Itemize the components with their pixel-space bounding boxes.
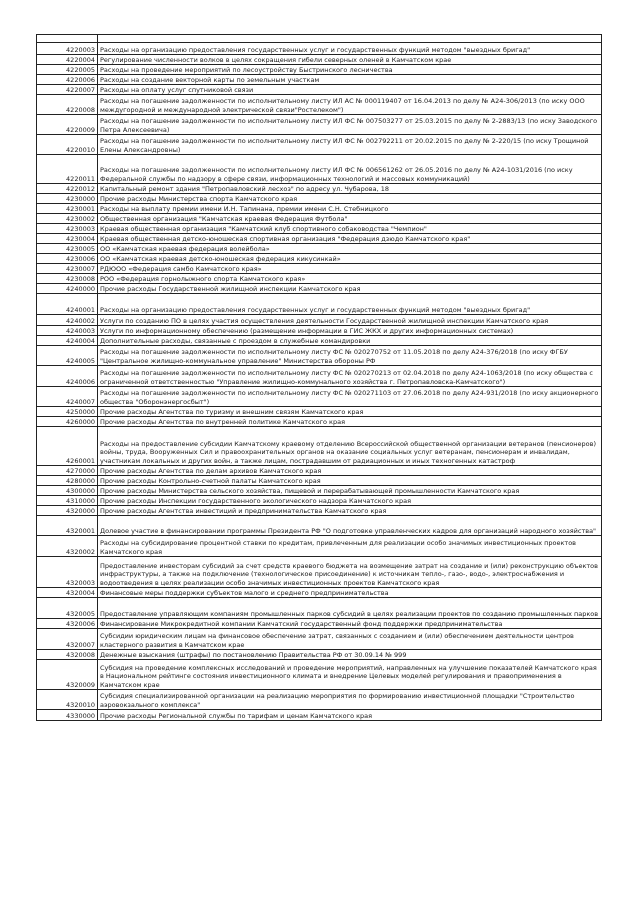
table-row	[37, 194, 602, 204]
table-row	[37, 346, 602, 366]
row-description: Расходы на оплату услуг спутниковой связи	[98, 85, 602, 95]
table-row	[37, 85, 602, 95]
row-code: 4320004	[37, 588, 98, 598]
row-description: Прочие расходы Контрольно-счетной палаты Камчатского края	[98, 476, 602, 486]
row-code: 4320000	[37, 506, 98, 516]
row-code: 4300000	[37, 486, 98, 496]
row-code: 4260001	[37, 427, 98, 466]
row-description: ОО «Камчатская краевая детско-юношеская федерация кикусинкай»	[98, 254, 602, 264]
row-description: ОО «Камчатская краевая федерация волейбола»	[98, 244, 602, 254]
table-row	[37, 466, 602, 476]
table-row	[37, 486, 602, 496]
row-description: Расходы на погашение задолженности по исполнительному листу ФС № 020270752 от 11.05.2018 по делу А24-376/2018 (по иску ФГБУ "Центральное жилищно-коммунальное управление" Министерства обороны РФ	[98, 346, 602, 366]
table-row	[37, 536, 602, 557]
table-row	[37, 65, 602, 75]
row-code: 4240004	[37, 336, 98, 346]
row-description: Финансирование Микрокредитной компании Камчатский государственный фонд поддержки предпринимательства	[98, 619, 602, 629]
row-description: Расходы на погашение задолженности по исполнительному листу ИЛ АС № 000119407 от 16.04.2013 по делу № А24-306/2013 (по иску ООО междугородной и международной электрической связи"Ростелеком")	[98, 95, 602, 115]
row-code: 4330000	[37, 710, 98, 721]
row-code: 4230001	[37, 204, 98, 214]
row-description: Прочие расходы Агентства по делам архивов Камчатского края	[98, 466, 602, 476]
row-code: 4320001	[37, 516, 98, 536]
table-row	[37, 244, 602, 254]
table-row	[37, 254, 602, 264]
table-row	[37, 35, 602, 43]
row-description	[98, 35, 602, 43]
table-row	[37, 264, 602, 274]
table-row	[37, 629, 602, 650]
row-description: Расходы на погашение задолженности по исполнительному листу ФС № 020271103 от 27.06.2018 по делу А24-931/2018 (по иску акционерного общества "Оборонэнергосбыт")	[98, 387, 602, 407]
row-code: 4270000	[37, 466, 98, 476]
table-row	[37, 417, 602, 427]
row-code: 4220009	[37, 115, 98, 135]
row-code: 4280000	[37, 476, 98, 486]
row-code: 4240000	[37, 284, 98, 294]
row-code: 4320009	[37, 660, 98, 690]
row-code: 4320002	[37, 536, 98, 557]
row-code: 4320010	[37, 690, 98, 710]
row-description: Прочие расходы Агентства по внутренней политике Камчатского края	[98, 417, 602, 427]
row-description: Капитальный ремонт здания "Петропавловский лесхоз" по адресу ул. Чубарова, 18	[98, 184, 602, 194]
table-row	[37, 366, 602, 387]
row-description: Расходы на предоставление субсидии Камчатскому краевому отделению Всероссийской общественной организации ветеранов (пенсионеров) войны, труда, Вооруженных Сил и правоохранительных органов на оказание социальных услуг ветеранам, пенсионерам и инвалидам, участникам локальных и других войн, а также лицам, пострадавшим от радиационных и иных техногенных катастроф	[98, 427, 602, 466]
table-body	[37, 35, 602, 721]
row-description: Расходы на выплату премии имени И.Н. Тапинана, премии имени С.Н. Стебницкого	[98, 204, 602, 214]
table-row	[37, 690, 602, 710]
table-row	[37, 476, 602, 486]
table-row	[37, 650, 602, 660]
table-row	[37, 135, 602, 155]
table-row	[37, 224, 602, 234]
row-description: Прочие расходы Государственной жилищной инспекции Камчатского края	[98, 284, 602, 294]
row-code: 4320005	[37, 598, 98, 619]
row-code: 4230003	[37, 224, 98, 234]
row-description: Прочие расходы Агентства инвестиций и предпринимательства Камчатского края	[98, 506, 602, 516]
row-description: Регулирование численности волков в целях сокращения гибели северных оленей в Камчатском крае	[98, 55, 602, 65]
row-description: Расходы на создание векторной карты по земельным участкам	[98, 75, 602, 85]
row-code: 4320003	[37, 557, 98, 588]
table-row	[37, 427, 602, 466]
row-description: Прочие расходы Региональной службы по тарифам и ценам Камчатского края	[98, 710, 602, 721]
row-description: Предоставление инвесторам субсидий за счет средств краевого бюджета на возмещение затрат на создание и (или) реконструкцию объектов инфраструктуры, а также на подключение (технологическое присоединение) к источникам тепло-, газо-, водо-, электроснабжения и водоотведения в целях реализации особо значимых инвестиционных проектов Камчатского края	[98, 557, 602, 588]
row-code: 4230002	[37, 214, 98, 224]
row-code: 4250000	[37, 407, 98, 417]
row-description: Долевое участие в финансировании программы Президента РФ "О подготовке управленческих кадров для организаций народного хозяйства"	[98, 516, 602, 536]
row-description: РОО «Федерация горнолыжного спорта Камчатского края»	[98, 274, 602, 284]
row-description: Расходы на погашение задолженности по исполнительному листу ИЛ ФС № 002792211 от 20.02.2015 по делу № 2-220/15 (по иску Трощиной Елены Александровны)	[98, 135, 602, 155]
row-description: Субсидия специализированной организации на реализацию мероприятия по формированию инвестиционной площадки "Строительство аэровокзального комплекса"	[98, 690, 602, 710]
row-code: 4230000	[37, 194, 98, 204]
row-code: 4230007	[37, 264, 98, 274]
table-row	[37, 95, 602, 115]
table-row	[37, 557, 602, 588]
table-row	[37, 407, 602, 417]
table-row	[37, 326, 602, 336]
row-code: 4230006	[37, 254, 98, 264]
row-code: 4310000	[37, 496, 98, 506]
row-description: Расходы на субсидирование процентной ставки по кредитам, привлеченным для реализации особо значимых инвестиционных проектов Камчатского края	[98, 536, 602, 557]
row-code: 4220003	[37, 43, 98, 55]
row-description: Прочие расходы Министерства спорта Камчатского края	[98, 194, 602, 204]
row-description: Прочие расходы Агентства по туризму и внешним связям Камчатского края	[98, 407, 602, 417]
row-description: Краевая общественная организация "Камчатский клуб спортивного собаководства "Чемпион"	[98, 224, 602, 234]
row-code: 4320008	[37, 650, 98, 660]
row-code: 4240007	[37, 387, 98, 407]
row-code: 4240006	[37, 366, 98, 387]
table-row	[37, 387, 602, 407]
row-code: 4220004	[37, 55, 98, 65]
row-code: 4240001	[37, 294, 98, 315]
table-row	[37, 204, 602, 214]
table-row	[37, 115, 602, 135]
row-description: Краевая общественная детско-юношеская спортивная организация "Федерация дзюдо Камчатского края"	[98, 234, 602, 244]
table-row	[37, 155, 602, 184]
row-description: Денежные взыскания (штрафы) по постановлению Правительства РФ от 30.09.14 № 999	[98, 650, 602, 660]
row-description: Субсидии юридическим лицам на финансовое обеспечение затрат, связанных с созданием и (или) обеспечением деятельности центров кластерного развития в Камчатском крае	[98, 629, 602, 650]
table-row	[37, 55, 602, 65]
row-code: 4260000	[37, 417, 98, 427]
row-description: Предоставление управляющим компаниям промышленных парков субсидий в целях реализации проектов по созданию промышленных парков	[98, 598, 602, 619]
table-row	[37, 598, 602, 619]
row-description: Расходы на погашение задолженности по исполнительному листу ФС № 020270213 от 02.04.2018 по делу А24-1063/2018 (по иску общества с ограниченной ответственностью "Управление жилищно-коммунального хозяйства г. Петропавловска-Камчатского")	[98, 366, 602, 387]
row-code: 4230005	[37, 244, 98, 254]
table-row	[37, 506, 602, 516]
row-code: 4220008	[37, 95, 98, 115]
table-row	[37, 660, 602, 690]
row-code: 4220011	[37, 155, 98, 184]
table-row	[37, 588, 602, 598]
table-row	[37, 336, 602, 346]
row-description: Прочие расходы Министерства сельского хозяйства, пищевой и перерабатывающей промышленности Камчатского края	[98, 486, 602, 496]
table-row	[37, 274, 602, 284]
row-description: Услуги по информационному обеспечению (размещение информации в ГИС ЖКХ и других информационных системах)	[98, 326, 602, 336]
row-description: Дополнительные расходы, связанные с проездом в служебные командировки	[98, 336, 602, 346]
row-description: Расходы на организацию предоставления государственных услуг и государственных функций методом "выездных бригад"	[98, 43, 602, 55]
row-description: Финансовые меры поддержки субъектов малого и среднего предпринимательства	[98, 588, 602, 598]
table-row	[37, 516, 602, 536]
row-description: Расходы на организацию предоставления государственных услуг и государственных функций методом "выездных бригад"	[98, 294, 602, 315]
row-description: Прочие расходы Инспекции государственного экологического надзора Камчатского края	[98, 496, 602, 506]
row-code: 4320007	[37, 629, 98, 650]
row-code: 4220010	[37, 135, 98, 155]
row-description: Расходы на проведение мероприятий по лесоустройству Быстринского лесничества	[98, 65, 602, 75]
row-code: 4320006	[37, 619, 98, 629]
row-description: Субсидия на проведение комплексных исследований и проведение мероприятий, направленных на улучшение показателей Камчатского края в Национальном рейтинге состояния инвестиционного климата и внедрение Целевых моделей регулирования и правоприменения в Камчатском крае	[98, 660, 602, 690]
table-row	[37, 619, 602, 629]
row-code: 4220012	[37, 184, 98, 194]
row-code: 4220006	[37, 75, 98, 85]
row-description: РДЮОО «Федерация самбо Камчатского края»	[98, 264, 602, 274]
row-code: 4220007	[37, 85, 98, 95]
row-description: Общественная организация "Камчатская краевая Федерация Футбола"	[98, 214, 602, 224]
row-description: Расходы на погашение задолженности по исполнительному листу ИЛ ФС № 006561262 от 26.05.2016 по делу № А24-1031/2016 (по иску Федеральной службы по надзору в сфере связи, информационных технологий и массовых коммуникаций)	[98, 155, 602, 184]
row-description: Расходы на погашение задолженности по исполнительному листу ИЛ ФС № 007503277 от 25.03.2015 по делу № 2-2883/13 (по иску Заводского Петра Алексеевича)	[98, 115, 602, 135]
table-row	[37, 184, 602, 194]
table-row	[37, 496, 602, 506]
row-code	[37, 35, 98, 43]
row-code: 4240003	[37, 326, 98, 336]
table-row	[37, 75, 602, 85]
table-row	[37, 294, 602, 315]
table-row	[37, 315, 602, 326]
table-row	[37, 710, 602, 721]
row-code: 4230004	[37, 234, 98, 244]
row-code: 4230008	[37, 274, 98, 284]
table-row	[37, 234, 602, 244]
table-row	[37, 43, 602, 55]
row-code: 4240002	[37, 315, 98, 326]
row-code: 4240005	[37, 346, 98, 366]
row-code: 4220005	[37, 65, 98, 75]
table-row	[37, 214, 602, 224]
table-row	[37, 284, 602, 294]
budget-codes-table	[36, 34, 602, 721]
row-description: Услуги по созданию ПО в целях участия осуществления деятельности Государственной жилищной инспекции Камчатского края	[98, 315, 602, 326]
